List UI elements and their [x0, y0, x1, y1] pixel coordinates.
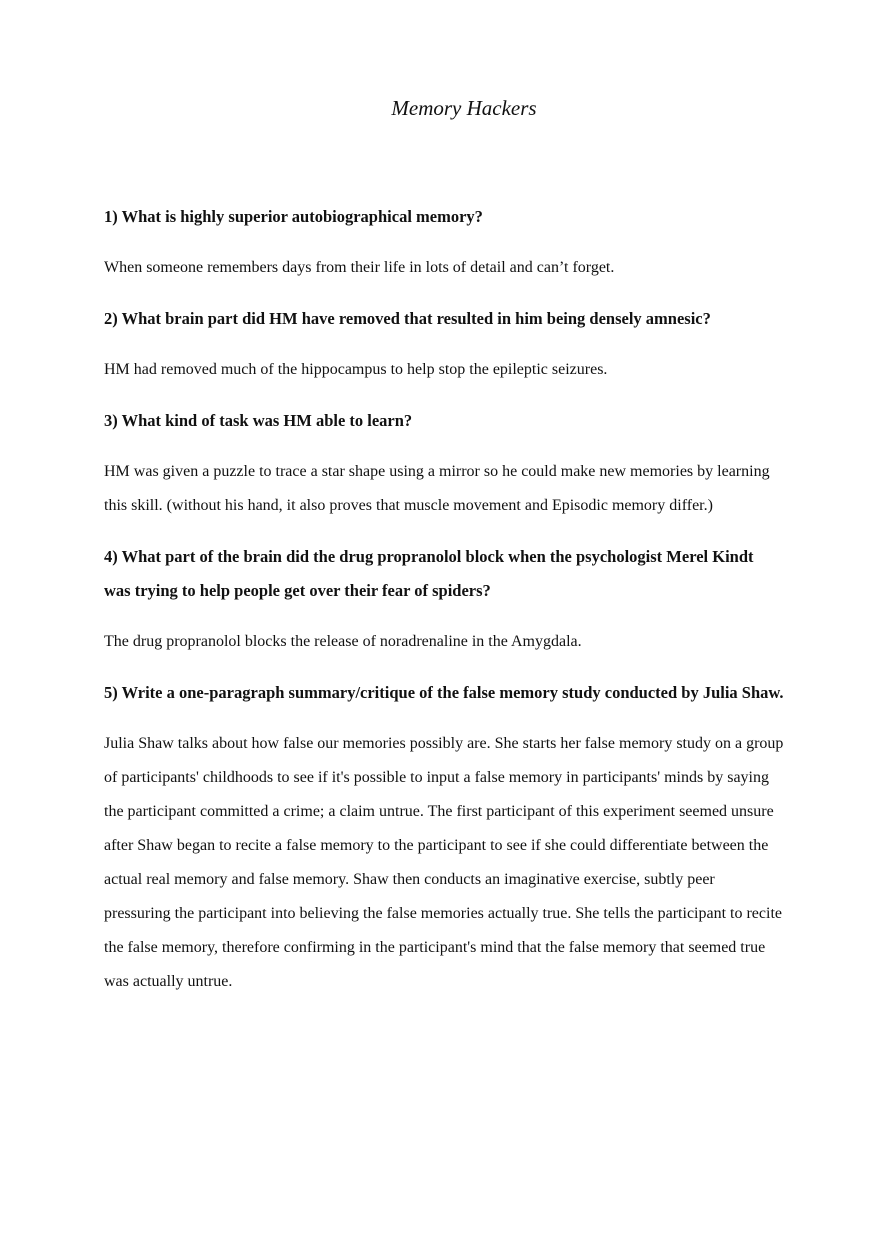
answer-4: The drug propranolol blocks the release of noradrenaline in the Amygdala.	[104, 633, 582, 650]
answer-1: When someone remembers days from their life in lots of detail and can’t forget.	[104, 259, 615, 276]
question-1: 1) What is highly superior autobiographical memory?	[104, 207, 483, 226]
question-5: 5) Write a one-paragraph summary/critique of the false memory study conducted by Julia Shaw.	[104, 683, 784, 702]
question-4: 4) What part of the brain did the drug propranolol block when the psychologist Merel Kindt was trying to help people get over their fear of spiders?	[104, 547, 754, 600]
question-2: 2) What brain part did HM have removed that resulted in him being densely amnesic?	[104, 309, 711, 328]
question-3: 3) What kind of task was HM able to learn?	[104, 411, 413, 430]
answer-5: Julia Shaw talks about how false our memories possibly are. She starts her false memory study on a group of participants' childhoods to see if it's possible to input a false memory in participants' minds by saying the participant committed a crime; a claim untrue. The first participant of this experiment seemed unsure after Shaw began to recite a false memory to the participant to see if she could differentiate between the actual real memory and false memory. Shaw then conducts an imaginative exercise, subtly peer pressuring the participant into believing the false memories actually true. She tells the participant to recite the false memory, therefore confirming in the participant's mind that the false memory that seemed true was actually untrue.	[104, 735, 784, 990]
document-body	[104, 200, 784, 1016]
answer-2: HM had removed much of the hippocampus to help stop the epileptic seizures.	[104, 361, 608, 378]
answer-3: HM was given a puzzle to trace a star shape using a mirror so he could make new memories by learning this skill. (without his hand, it also proves that muscle movement and Episodic memory differ.)	[104, 463, 770, 514]
document-title: Memory Hackers	[391, 96, 537, 120]
